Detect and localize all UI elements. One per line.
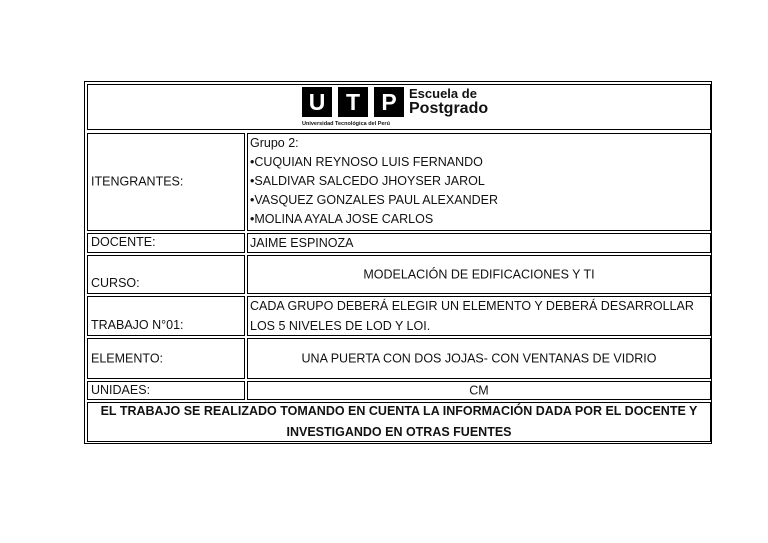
footer-cell xyxy=(87,402,711,442)
member-item: • MOLINA AYALA JOSE CARLOS xyxy=(250,210,498,229)
docente-label: DOCENTE: xyxy=(91,235,156,249)
school-name-line1: Escuela de xyxy=(409,86,477,101)
footer-note: EL TRABAJO SE REALIZADO TOMANDO EN CUENTA LA INFORMACIÓN DADA POR EL DOCENTE Y INVESTIGANDO EN OTRAS FUENTES xyxy=(100,404,698,439)
trabajo-label: TRABAJO N°01: xyxy=(91,318,184,332)
trabajo-value: CADA GRUPO DEBERÁ ELEGIR UN ELEMENTO Y DEBERÁ DESARROLLAR LOS 5 NIVELES DE LOD Y LOI. xyxy=(250,299,694,333)
curso-value: MODELACIÓN DE EDIFICACIONES Y TI xyxy=(363,267,595,281)
elemento-value: UNA PUERTA CON DOS JOJAS- CON VENTANAS DE VIDRIO xyxy=(301,351,657,365)
members-list xyxy=(250,153,498,229)
members-value-cell xyxy=(247,133,711,231)
docente-value: JAIME ESPINOZA xyxy=(250,236,354,250)
curso-value-cell xyxy=(247,255,711,294)
header-cell xyxy=(87,84,711,130)
unidades-value-cell xyxy=(247,381,711,400)
trabajo-value-cell xyxy=(247,296,711,336)
unidades-value: CM xyxy=(469,383,489,397)
curso-label-cell xyxy=(87,255,245,294)
logo-letter-u: U xyxy=(302,87,332,117)
university-name: Universidad Tecnológica del Perú xyxy=(302,121,390,127)
members-label: ITENGRANTES: xyxy=(91,174,184,189)
group-name: Grupo 2: xyxy=(250,136,299,150)
elemento-value-cell xyxy=(247,338,711,379)
members-label-cell xyxy=(87,133,245,231)
document-table xyxy=(84,81,712,444)
docente-label-cell xyxy=(87,233,245,253)
member-item: • CUQUIAN REYNOSO LUIS FERNANDO xyxy=(250,153,498,172)
unidades-label: UNIDAES: xyxy=(91,383,151,397)
member-item: • SALDIVAR SALCEDO JHOYSER JAROL xyxy=(250,172,498,191)
utp-logo xyxy=(302,87,512,130)
unidades-label-cell xyxy=(87,381,245,400)
elemento-label: ELEMENTO: xyxy=(91,351,164,365)
logo-letter-t: T xyxy=(338,87,368,117)
school-name-line2: Postgrado xyxy=(409,100,489,117)
curso-label: CURSO: xyxy=(91,276,140,290)
docente-value-cell xyxy=(247,233,711,253)
trabajo-label-cell xyxy=(87,296,245,336)
member-item: • VASQUEZ GONZALES PAUL ALEXANDER xyxy=(250,191,498,210)
elemento-label-cell xyxy=(87,338,245,379)
members-content xyxy=(250,134,498,229)
logo-letter-p: P xyxy=(374,87,404,117)
